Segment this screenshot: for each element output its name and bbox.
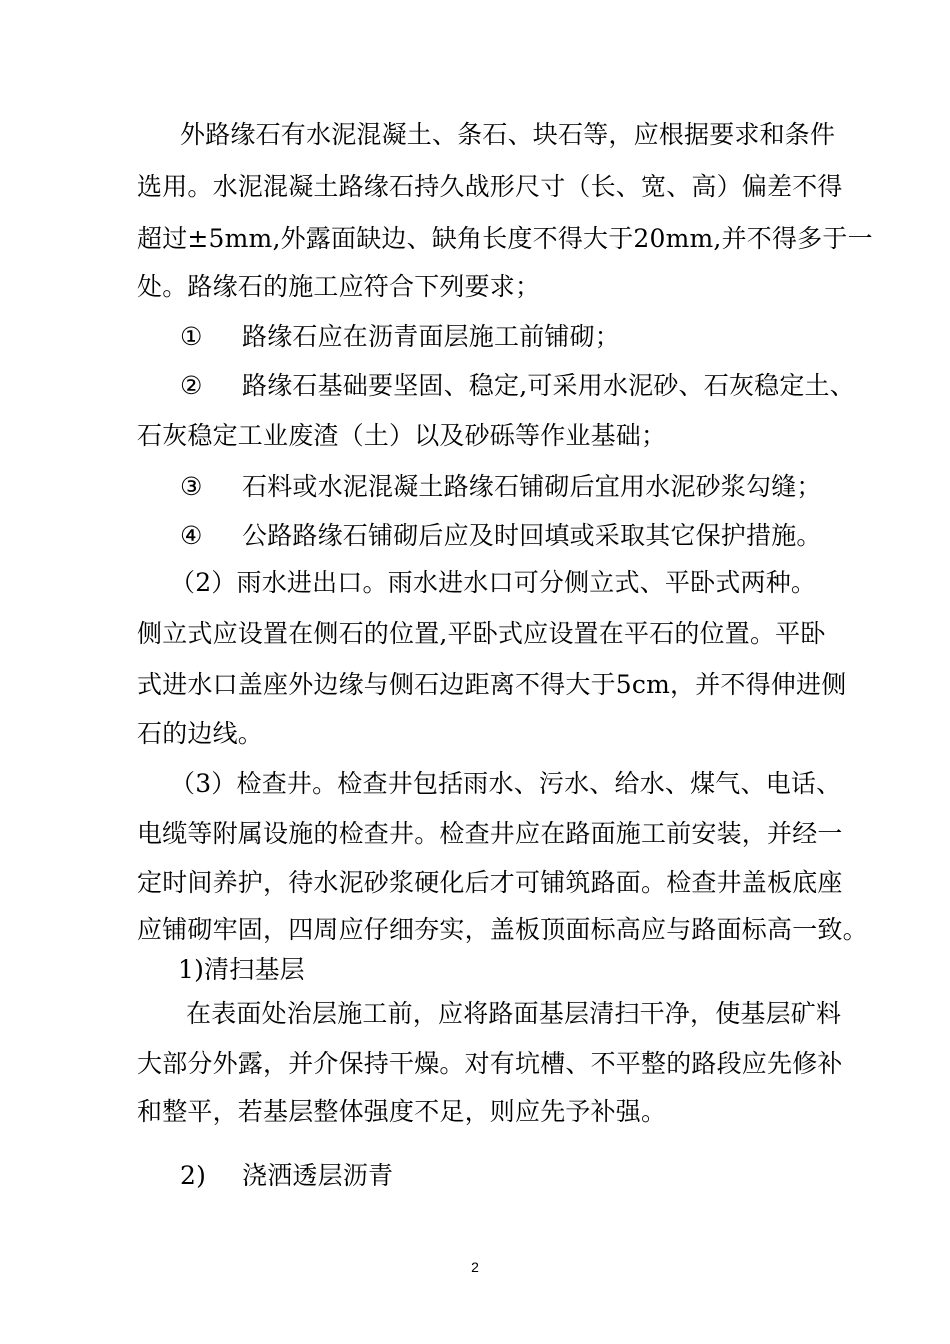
section-heading: 1)清扫基层 xyxy=(178,955,305,984)
list-item-text: 石料或水泥混凝土路缘石铺砌后宜用水泥砂浆勾缝； xyxy=(242,472,822,501)
paragraph-line: 和整平，若基层整体强度不足，则应先予补强。 xyxy=(137,1097,667,1126)
paragraph-line: 外路缘石有水泥混凝土、条石、块石等，应根据要求和条件 xyxy=(180,120,836,149)
list-item-text: 路缘石基础要坚固、稳定,可采用水泥砂、石灰稳定土、 xyxy=(242,371,855,400)
paragraph-line: 大部分外露，并介保持干燥。对有坑槽、不平整的路段应先修补 xyxy=(137,1049,843,1078)
paragraph-line: 超过±5mm,外露面缺边、缺角长度不得大于20mm,并不得多于一 xyxy=(137,224,873,253)
heading-marker: 2) xyxy=(180,1161,207,1190)
list-item-text: 公路路缘石铺砌后应及时回填或采取其它保护措施。 xyxy=(242,521,822,550)
paragraph-line: （3）检查井。检查井包括雨水、污水、给水、煤气、电话、 xyxy=(170,769,842,798)
list-item-text: 路缘石应在沥青面层施工前铺砌； xyxy=(242,322,621,351)
paragraph-line: 石的边线。 xyxy=(137,719,264,748)
paragraph-line: 在表面处治层施工前，应将路面基层清扫干净，使基层矿料 xyxy=(186,999,842,1028)
paragraph-line: 电缆等附属设施的检查井。检查井应在路面施工前安装，并经一 xyxy=(137,819,843,848)
list-item xyxy=(180,519,822,553)
list-marker: ② xyxy=(180,371,203,400)
heading-text: 浇洒透层沥青 xyxy=(242,1161,394,1190)
list-item xyxy=(180,320,620,354)
paragraph-line: 式进水口盖座外边缘与侧石边距离不得大于5cm，并不得伸进侧 xyxy=(137,670,847,699)
page-number: 2 xyxy=(471,1259,479,1275)
paragraph-line: （2）雨水进出口。雨水进水口可分侧立式、平卧式两种。 xyxy=(170,568,817,597)
list-item-text: 石灰稳定工业废渣（土）以及砂砾等作业基础； xyxy=(137,421,667,450)
list-marker: ① xyxy=(180,322,203,351)
paragraph-line: 处。路缘石的施工应符合下列要求； xyxy=(137,272,541,301)
paragraph-line: 应铺砌牢固，四周应仔细夯实，盖板顶面标高应与路面标高一致。 xyxy=(137,915,868,944)
section-heading xyxy=(180,1159,393,1193)
list-marker: ④ xyxy=(180,521,203,550)
paragraph-line: 侧立式应设置在侧石的位置,平卧式应设置在平石的位置。平卧 xyxy=(137,619,826,648)
list-item xyxy=(180,369,855,403)
paragraph-line: 选用。水泥混凝土路缘石持久战形尺寸（长、宽、高）偏差不得 xyxy=(137,172,843,201)
list-item xyxy=(180,470,822,504)
list-marker: ③ xyxy=(180,472,203,501)
paragraph-line: 定时间养护，待水泥砂浆硬化后才可铺筑路面。检查井盖板底座 xyxy=(137,868,843,897)
